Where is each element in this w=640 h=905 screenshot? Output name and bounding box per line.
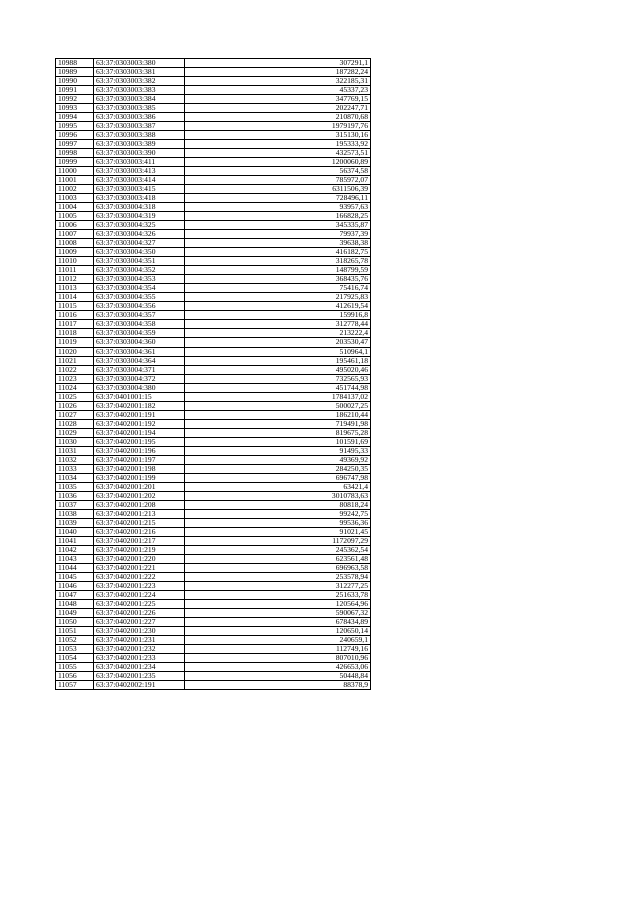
- row-number-cell: 11032: [56, 455, 94, 464]
- table-row: [56, 500, 371, 509]
- table-row: [56, 536, 371, 545]
- cadastral-number-cell: 63:37:0303003:413: [94, 167, 185, 176]
- cadastral-number-cell: 63:37:0303004:326: [94, 230, 185, 239]
- value-cell: 347769,15: [185, 95, 371, 104]
- value-cell: 88378,9: [185, 681, 371, 690]
- table-row: [56, 645, 371, 654]
- table-row: [56, 626, 371, 635]
- table-row: [56, 383, 371, 392]
- table-row: [56, 608, 371, 617]
- row-number-cell: 10991: [56, 86, 94, 95]
- cadastral-number-cell: 63:37:0402001:230: [94, 626, 185, 635]
- row-number-cell: 11013: [56, 284, 94, 293]
- table-row: [56, 663, 371, 672]
- table-row: [56, 518, 371, 527]
- row-number-cell: 11050: [56, 617, 94, 626]
- row-number-cell: 10989: [56, 68, 94, 77]
- row-number-cell: 11049: [56, 608, 94, 617]
- table-row: [56, 617, 371, 626]
- cadastral-number-cell: 63:37:0402001:223: [94, 581, 185, 590]
- table-row: [56, 654, 371, 663]
- cadastral-number-cell: 63:37:0402001:196: [94, 446, 185, 455]
- cadastral-number-cell: 63:37:0303004:356: [94, 302, 185, 311]
- table-row: [56, 374, 371, 383]
- value-cell: 819675,28: [185, 428, 371, 437]
- value-cell: 186210,44: [185, 410, 371, 419]
- table-row: [56, 194, 371, 203]
- value-cell: 416182,75: [185, 248, 371, 257]
- value-cell: 120564,96: [185, 599, 371, 608]
- row-number-cell: 11020: [56, 347, 94, 356]
- table-row: [56, 329, 371, 338]
- row-number-cell: 11011: [56, 266, 94, 275]
- row-number-cell: 10993: [56, 104, 94, 113]
- row-number-cell: 11006: [56, 221, 94, 230]
- table-row: [56, 122, 371, 131]
- row-number-cell: 11045: [56, 572, 94, 581]
- value-cell: 315130,16: [185, 131, 371, 140]
- value-cell: 217925,83: [185, 293, 371, 302]
- table-row: [56, 284, 371, 293]
- table-row: [56, 176, 371, 185]
- value-cell: 101591,69: [185, 437, 371, 446]
- row-number-cell: 11054: [56, 654, 94, 663]
- row-number-cell: 11023: [56, 374, 94, 383]
- row-number-cell: 11031: [56, 446, 94, 455]
- cadastral-number-cell: 63:37:0402001:202: [94, 491, 185, 500]
- table-row: [56, 257, 371, 266]
- cadastral-number-cell: 63:37:0303003:380: [94, 59, 185, 68]
- value-cell: 49369,92: [185, 455, 371, 464]
- cadastral-number-cell: 63:37:0402001:221: [94, 563, 185, 572]
- value-cell: 6311506,39: [185, 185, 371, 194]
- row-number-cell: 11017: [56, 320, 94, 329]
- value-cell: 1200060,89: [185, 158, 371, 167]
- row-number-cell: 11002: [56, 185, 94, 194]
- cadastral-number-cell: 63:37:0303004:355: [94, 293, 185, 302]
- value-cell: 202247,71: [185, 104, 371, 113]
- table-row: [56, 572, 371, 581]
- table-row: [56, 95, 371, 104]
- table-row: [56, 140, 371, 149]
- cadastral-number-cell: 63:37:0303003:388: [94, 131, 185, 140]
- value-cell: 1172097,29: [185, 536, 371, 545]
- table-row: [56, 131, 371, 140]
- row-number-cell: 11003: [56, 194, 94, 203]
- table-row: [56, 293, 371, 302]
- row-number-cell: 11041: [56, 536, 94, 545]
- value-cell: 195461,18: [185, 356, 371, 365]
- table-row: [56, 185, 371, 194]
- table-row: [56, 338, 371, 347]
- value-cell: 312778,44: [185, 320, 371, 329]
- cadastral-number-cell: 63:37:0401001:15: [94, 392, 185, 401]
- value-cell: 732565,93: [185, 374, 371, 383]
- cadastral-number-cell: 63:37:0303004:360: [94, 338, 185, 347]
- table-row: [56, 365, 371, 374]
- cadastral-number-cell: 63:37:0303003:411: [94, 158, 185, 167]
- value-cell: 426653,06: [185, 663, 371, 672]
- cadastral-number-cell: 63:37:0402001:195: [94, 437, 185, 446]
- table-row: [56, 464, 371, 473]
- cadastral-number-cell: 63:37:0303004:353: [94, 275, 185, 284]
- row-number-cell: 10992: [56, 95, 94, 104]
- cadastral-number-cell: 63:37:0402001:191: [94, 410, 185, 419]
- value-cell: 590067,32: [185, 608, 371, 617]
- row-number-cell: 10990: [56, 77, 94, 86]
- row-number-cell: 11004: [56, 203, 94, 212]
- cadastral-number-cell: 63:37:0303004:359: [94, 329, 185, 338]
- cadastral-number-cell: 63:37:0402001:222: [94, 572, 185, 581]
- cadastral-number-cell: 63:37:0402001:208: [94, 500, 185, 509]
- cadastral-number-cell: 63:37:0402001:192: [94, 419, 185, 428]
- value-cell: 56374,58: [185, 167, 371, 176]
- row-number-cell: 10999: [56, 158, 94, 167]
- value-cell: 187282,24: [185, 68, 371, 77]
- value-cell: 451744,98: [185, 383, 371, 392]
- value-cell: 159916,8: [185, 311, 371, 320]
- table-row: [56, 419, 371, 428]
- cadastral-number-cell: 63:37:0303004:319: [94, 212, 185, 221]
- table-row: [56, 672, 371, 681]
- value-cell: 75416,74: [185, 284, 371, 293]
- table-row: [56, 446, 371, 455]
- value-cell: 50448,84: [185, 672, 371, 681]
- cadastral-number-cell: 63:37:0303004:325: [94, 221, 185, 230]
- row-number-cell: 11009: [56, 248, 94, 257]
- cadastral-number-cell: 63:37:0303004:361: [94, 347, 185, 356]
- value-cell: 696747,98: [185, 473, 371, 482]
- value-cell: 112749,16: [185, 645, 371, 654]
- table-row: [56, 392, 371, 401]
- cadastral-number-cell: 63:37:0402001:213: [94, 509, 185, 518]
- row-number-cell: 11016: [56, 311, 94, 320]
- row-number-cell: 11001: [56, 176, 94, 185]
- table-row: [56, 527, 371, 536]
- row-number-cell: 11000: [56, 167, 94, 176]
- row-number-cell: 11034: [56, 473, 94, 482]
- row-number-cell: 11026: [56, 401, 94, 410]
- row-number-cell: 11046: [56, 581, 94, 590]
- value-cell: 251633,78: [185, 590, 371, 599]
- cadastral-number-cell: 63:37:0402001:233: [94, 654, 185, 663]
- cadastral-number-cell: 63:37:0303004:354: [94, 284, 185, 293]
- value-cell: 312277,25: [185, 581, 371, 590]
- table-row: [56, 681, 371, 690]
- table-row: [56, 455, 371, 464]
- row-number-cell: 11019: [56, 338, 94, 347]
- row-number-cell: 11014: [56, 293, 94, 302]
- table-row: [56, 59, 371, 68]
- table-body: [56, 59, 371, 690]
- value-cell: 253578,94: [185, 572, 371, 581]
- row-number-cell: 11048: [56, 599, 94, 608]
- value-cell: 245362,54: [185, 545, 371, 554]
- table-row: [56, 275, 371, 284]
- row-number-cell: 11027: [56, 410, 94, 419]
- cadastral-number-cell: 63:37:0303003:386: [94, 113, 185, 122]
- cadastral-number-cell: 63:37:0303003:381: [94, 68, 185, 77]
- row-number-cell: 11056: [56, 672, 94, 681]
- cadastral-number-cell: 63:37:0402001:219: [94, 545, 185, 554]
- value-cell: 696963,58: [185, 563, 371, 572]
- table-row: [56, 68, 371, 77]
- value-cell: 120650,14: [185, 626, 371, 635]
- cadastral-number-cell: 63:37:0303003:383: [94, 86, 185, 95]
- table-row: [56, 158, 371, 167]
- value-cell: 719491,98: [185, 419, 371, 428]
- table-row: [56, 428, 371, 437]
- table-row: [56, 320, 371, 329]
- cadastral-number-cell: 63:37:0402001:225: [94, 599, 185, 608]
- row-number-cell: 11052: [56, 636, 94, 645]
- cadastral-number-cell: 63:37:0402001:224: [94, 590, 185, 599]
- row-number-cell: 11053: [56, 645, 94, 654]
- table-row: [56, 104, 371, 113]
- cadastral-number-cell: 63:37:0402002:191: [94, 681, 185, 690]
- table-row: [56, 473, 371, 482]
- row-number-cell: 11047: [56, 590, 94, 599]
- value-cell: 345335,87: [185, 221, 371, 230]
- value-cell: 785972,07: [185, 176, 371, 185]
- row-number-cell: 10997: [56, 140, 94, 149]
- table-row: [56, 509, 371, 518]
- row-number-cell: 11055: [56, 663, 94, 672]
- value-cell: 99536,36: [185, 518, 371, 527]
- cadastral-number-cell: 63:37:0402001:201: [94, 482, 185, 491]
- cadastral-number-cell: 63:37:0303003:414: [94, 176, 185, 185]
- row-number-cell: 11024: [56, 383, 94, 392]
- table-row: [56, 581, 371, 590]
- value-cell: 210870,68: [185, 113, 371, 122]
- cadastral-number-cell: 63:37:0303004:372: [94, 374, 185, 383]
- value-cell: 432573,51: [185, 149, 371, 158]
- row-number-cell: 11028: [56, 419, 94, 428]
- value-cell: 412619,54: [185, 302, 371, 311]
- cadastral-number-cell: 63:37:0303004:358: [94, 320, 185, 329]
- cadastral-number-cell: 63:37:0402001:234: [94, 663, 185, 672]
- cadastral-number-cell: 63:37:0303003:384: [94, 95, 185, 104]
- cadastral-number-cell: 63:37:0303004:364: [94, 356, 185, 365]
- table-row: [56, 203, 371, 212]
- table-row: [56, 77, 371, 86]
- value-cell: 195333,92: [185, 140, 371, 149]
- row-number-cell: 11008: [56, 239, 94, 248]
- cadastral-number-cell: 63:37:0402001:226: [94, 608, 185, 617]
- value-cell: 91021,45: [185, 527, 371, 536]
- cadastral-number-cell: 63:37:0303003:387: [94, 122, 185, 131]
- cadastral-number-cell: 63:37:0402001:216: [94, 527, 185, 536]
- cadastral-number-cell: 63:37:0303004:357: [94, 311, 185, 320]
- table-row: [56, 437, 371, 446]
- table-row: [56, 266, 371, 275]
- row-number-cell: 11018: [56, 329, 94, 338]
- value-cell: 3010783,63: [185, 491, 371, 500]
- row-number-cell: 11007: [56, 230, 94, 239]
- row-number-cell: 11030: [56, 437, 94, 446]
- value-cell: 678434,89: [185, 617, 371, 626]
- table-row: [56, 302, 371, 311]
- value-cell: 1784137,02: [185, 392, 371, 401]
- cadastral-number-cell: 63:37:0402001:235: [94, 672, 185, 681]
- table-row: [56, 410, 371, 419]
- table-row: [56, 554, 371, 563]
- table-row: [56, 545, 371, 554]
- table-row: [56, 113, 371, 122]
- row-number-cell: 11025: [56, 392, 94, 401]
- cadastral-number-cell: 63:37:0303003:415: [94, 185, 185, 194]
- value-cell: 495020,46: [185, 365, 371, 374]
- table-row: [56, 563, 371, 572]
- row-number-cell: 11005: [56, 212, 94, 221]
- row-number-cell: 11037: [56, 500, 94, 509]
- value-cell: 322185,31: [185, 77, 371, 86]
- value-cell: 63421,4: [185, 482, 371, 491]
- row-number-cell: 11035: [56, 482, 94, 491]
- cadastral-number-cell: 63:37:0303004:380: [94, 383, 185, 392]
- row-number-cell: 11051: [56, 626, 94, 635]
- table-row: [56, 636, 371, 645]
- cadastral-number-cell: 63:37:0303003:382: [94, 77, 185, 86]
- table-row: [56, 212, 371, 221]
- cadastral-number-cell: 63:37:0402001:199: [94, 473, 185, 482]
- value-cell: 93957,63: [185, 203, 371, 212]
- table-row: [56, 491, 371, 500]
- table-row: [56, 599, 371, 608]
- table-row: [56, 590, 371, 599]
- row-number-cell: 10995: [56, 122, 94, 131]
- row-number-cell: 11036: [56, 491, 94, 500]
- cadastral-number-cell: 63:37:0303004:352: [94, 266, 185, 275]
- table-row: [56, 230, 371, 239]
- value-cell: 318265,78: [185, 257, 371, 266]
- value-cell: 500027,25: [185, 401, 371, 410]
- row-number-cell: 10994: [56, 113, 94, 122]
- cadastral-number-cell: 63:37:0402001:198: [94, 464, 185, 473]
- table-row: [56, 221, 371, 230]
- row-number-cell: 11044: [56, 563, 94, 572]
- cadastral-number-cell: 63:37:0303003:385: [94, 104, 185, 113]
- cadastral-value-table: [55, 58, 371, 690]
- value-cell: 307291,1: [185, 59, 371, 68]
- row-number-cell: 11015: [56, 302, 94, 311]
- value-cell: 99242,75: [185, 509, 371, 518]
- cadastral-number-cell: 63:37:0303003:418: [94, 194, 185, 203]
- cadastral-number-cell: 63:37:0402001:197: [94, 455, 185, 464]
- table-row: [56, 311, 371, 320]
- row-number-cell: 11010: [56, 257, 94, 266]
- value-cell: 240659,1: [185, 636, 371, 645]
- row-number-cell: 10996: [56, 131, 94, 140]
- value-cell: 807010,96: [185, 654, 371, 663]
- row-number-cell: 11038: [56, 509, 94, 518]
- cadastral-number-cell: 63:37:0402001:220: [94, 554, 185, 563]
- cadastral-number-cell: 63:37:0402001:231: [94, 636, 185, 645]
- row-number-cell: 11012: [56, 275, 94, 284]
- row-number-cell: 11042: [56, 545, 94, 554]
- cadastral-number-cell: 63:37:0303004:371: [94, 365, 185, 374]
- value-cell: 510964,1: [185, 347, 371, 356]
- row-number-cell: 11033: [56, 464, 94, 473]
- value-cell: 284250,35: [185, 464, 371, 473]
- value-cell: 368435,76: [185, 275, 371, 284]
- cadastral-number-cell: 63:37:0303004:350: [94, 248, 185, 257]
- table-row: [56, 347, 371, 356]
- table-row: [56, 356, 371, 365]
- cadastral-number-cell: 63:37:0303003:389: [94, 140, 185, 149]
- cadastral-number-cell: 63:37:0303004:351: [94, 257, 185, 266]
- row-number-cell: 11022: [56, 365, 94, 374]
- cadastral-number-cell: 63:37:0402001:215: [94, 518, 185, 527]
- value-cell: 166828,25: [185, 212, 371, 221]
- cadastral-number-cell: 63:37:0402001:182: [94, 401, 185, 410]
- value-cell: 728496,11: [185, 194, 371, 203]
- value-cell: 213222,4: [185, 329, 371, 338]
- value-cell: 79937,39: [185, 230, 371, 239]
- value-cell: 80818,24: [185, 500, 371, 509]
- value-cell: 1979197,76: [185, 122, 371, 131]
- value-cell: 39638,38: [185, 239, 371, 248]
- cadastral-number-cell: 63:37:0402001:217: [94, 536, 185, 545]
- row-number-cell: 11021: [56, 356, 94, 365]
- value-cell: 623561,48: [185, 554, 371, 563]
- cadastral-number-cell: 63:37:0402001:232: [94, 645, 185, 654]
- row-number-cell: 10988: [56, 59, 94, 68]
- value-cell: 203530,47: [185, 338, 371, 347]
- row-number-cell: 11029: [56, 428, 94, 437]
- cadastral-number-cell: 63:37:0402001:194: [94, 428, 185, 437]
- row-number-cell: 11043: [56, 554, 94, 563]
- value-cell: 148799,59: [185, 266, 371, 275]
- cadastral-number-cell: 63:37:0303004:327: [94, 239, 185, 248]
- table-row: [56, 149, 371, 158]
- table-row: [56, 86, 371, 95]
- table-row: [56, 248, 371, 257]
- table-row: [56, 482, 371, 491]
- cadastral-number-cell: 63:37:0303004:318: [94, 203, 185, 212]
- row-number-cell: 11040: [56, 527, 94, 536]
- table-row: [56, 239, 371, 248]
- row-number-cell: 11039: [56, 518, 94, 527]
- row-number-cell: 10998: [56, 149, 94, 158]
- table-row: [56, 167, 371, 176]
- row-number-cell: 11057: [56, 681, 94, 690]
- cadastral-number-cell: 63:37:0303003:390: [94, 149, 185, 158]
- value-cell: 45337,23: [185, 86, 371, 95]
- table-row: [56, 401, 371, 410]
- cadastral-number-cell: 63:37:0402001:227: [94, 617, 185, 626]
- value-cell: 91495,33: [185, 446, 371, 455]
